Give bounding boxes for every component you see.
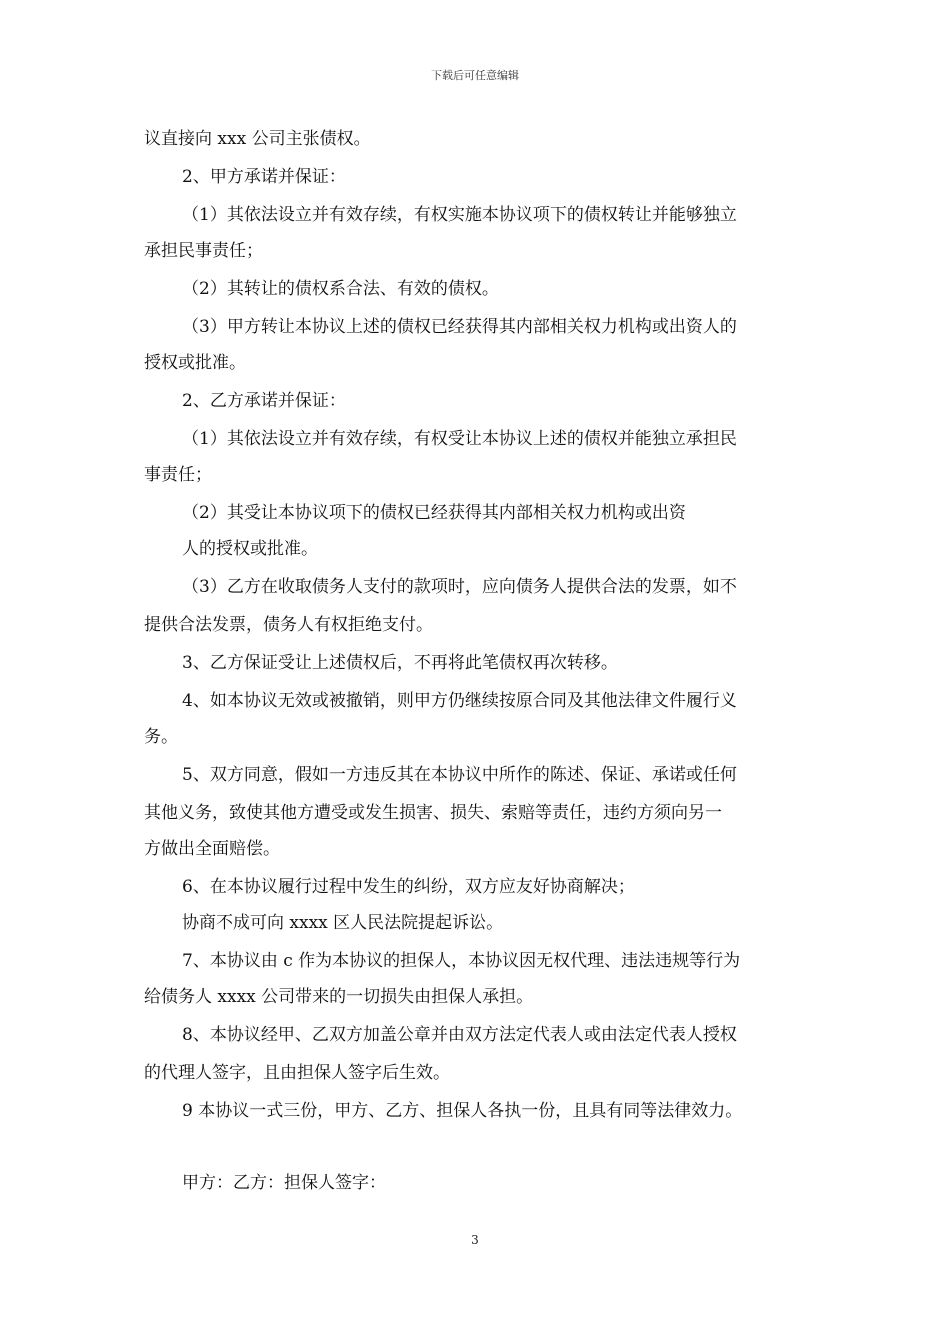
text-line: 2、甲方承诺并保证： (182, 167, 346, 187)
text-line: 人的授权或批准。 (182, 539, 318, 559)
text-line: 协商不成可向 xxxx 区人民法院提起诉讼。 (182, 913, 504, 933)
text-line: 承担民事责任； (144, 241, 263, 261)
signature-line: 甲方：乙方：担保人签字： (182, 1173, 386, 1193)
text-line: 7、本协议由 c 作为本协议的担保人，本协议因无权代理、违法违规等行为 (182, 951, 741, 971)
text-line: （2）其受让本协议项下的债权已经获得其内部相关权力机构或出资 (182, 503, 686, 523)
text-line: 授权或批准。 (144, 353, 246, 373)
text-line: 其他义务，致使其他方遭受或发生损害、损失、索赔等责任，违约方须向另一 (144, 803, 722, 823)
text-line: （3）甲方转让本协议上述的债权已经获得其内部相关权力机构或出资人的 (182, 317, 737, 337)
text-line: （1）其依法设立并有效存续，有权实施本协议项下的债权转让并能够独立 (182, 205, 737, 225)
page-header-note: 下载后可任意编辑 (431, 69, 519, 82)
page-number: 3 (471, 1233, 479, 1247)
text-line: （1）其依法设立并有效存续，有权受让本协议上述的债权并能独立承担民 (182, 429, 737, 449)
text-line: 5、双方同意，假如一方违反其在本协议中所作的陈述、保证、承诺或任何 (182, 765, 737, 785)
text-line: 的代理人签字，且由担保人签字后生效。 (144, 1063, 450, 1083)
text-line: 事责任； (144, 465, 212, 485)
text-line: 议直接向 xxx 公司主张债权。 (144, 129, 371, 149)
text-line: 务。 (144, 727, 178, 747)
text-line: 8、本协议经甲、乙双方加盖公章并由双方法定代表人或由法定代表人授权 (182, 1025, 737, 1045)
text-line: 2、乙方承诺并保证： (182, 391, 346, 411)
text-line: 方做出全面赔偿。 (144, 839, 280, 859)
text-line: 给债务人 xxxx 公司带来的一切损失由担保人承担。 (144, 987, 534, 1007)
text-line: 6、在本协议履行过程中发生的纠纷，双方应友好协商解决； (182, 877, 635, 897)
text-line: 4、如本协议无效或被撤销，则甲方仍继续按原合同及其他法律文件履行义 (182, 691, 737, 711)
text-line: 提供合法发票，债务人有权拒绝支付。 (144, 615, 433, 635)
text-line: 9 本协议一式三份，甲方、乙方、担保人各执一份，且具有同等法律效力。 (182, 1101, 743, 1121)
text-line: （3）乙方在收取债务人支付的款项时，应向债务人提供合法的发票，如不 (182, 577, 737, 597)
text-line: （2）其转让的债权系合法、有效的债权。 (182, 279, 499, 299)
text-line: 3、乙方保证受让上述债权后，不再将此笔债权再次转移。 (182, 653, 618, 673)
